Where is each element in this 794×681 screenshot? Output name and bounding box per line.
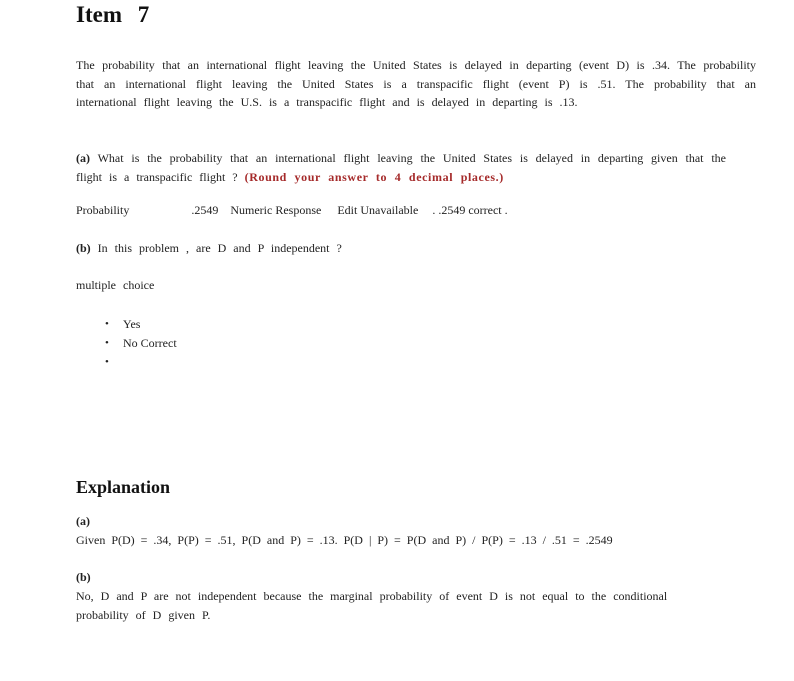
option-empty[interactable]: [123, 353, 177, 372]
part-b-label: (b): [76, 241, 91, 255]
part-a-question: [76, 149, 726, 186]
explanation-heading: Explanation: [76, 477, 171, 497]
answer-correct-status: . .2549 correct .: [432, 203, 508, 217]
item-title: Item 7: [76, 2, 150, 27]
part-a-label: (a): [76, 151, 90, 165]
option-yes[interactable]: • Yes: [123, 315, 177, 334]
rounding-note: (Round your answer to 4 decimal places.): [244, 169, 504, 184]
explanation-a-label: (a): [76, 514, 90, 528]
answer-type: Numeric Response: [230, 203, 322, 217]
explanation-a-text: Given P(D) = .34, P(P) = .51, P(D and P) = .13. P(D | P) = P(D and P) / P(P) = .13 / .51 = .2549: [76, 533, 613, 547]
part-b-question: [76, 241, 342, 256]
option-no[interactable]: • No Correct: [123, 334, 177, 353]
answer-label: Probability: [76, 203, 130, 217]
answer-options: [123, 315, 177, 372]
part-b-text: In this problem , are D and P independent ?: [97, 241, 342, 255]
answer-row: [76, 203, 508, 218]
explanation-b-text: No, D and P are not independent because the marginal probability of event D is not equal to the conditional probability of D given P.: [76, 589, 668, 622]
explanation-b-label: (b): [76, 570, 91, 584]
part-a-text: What is the probability that an international flight leaving the United States is delayed in departing given that the flight is a transpacific flight ?: [76, 151, 726, 184]
problem-statement: The probability that an international flight leaving the United States is delayed in departing (event D) is .34. The probability that an international flight leaving the United States is a transpacific flight (event P) is .51. The probability that an international flight leaving the U.S. is a transpacific flight and is delayed in departing is .13.: [76, 58, 756, 109]
edit-status: Edit Unavailable: [337, 203, 419, 217]
answer-value: .2549: [191, 203, 219, 217]
question-type-label: multiple choice: [76, 278, 155, 292]
